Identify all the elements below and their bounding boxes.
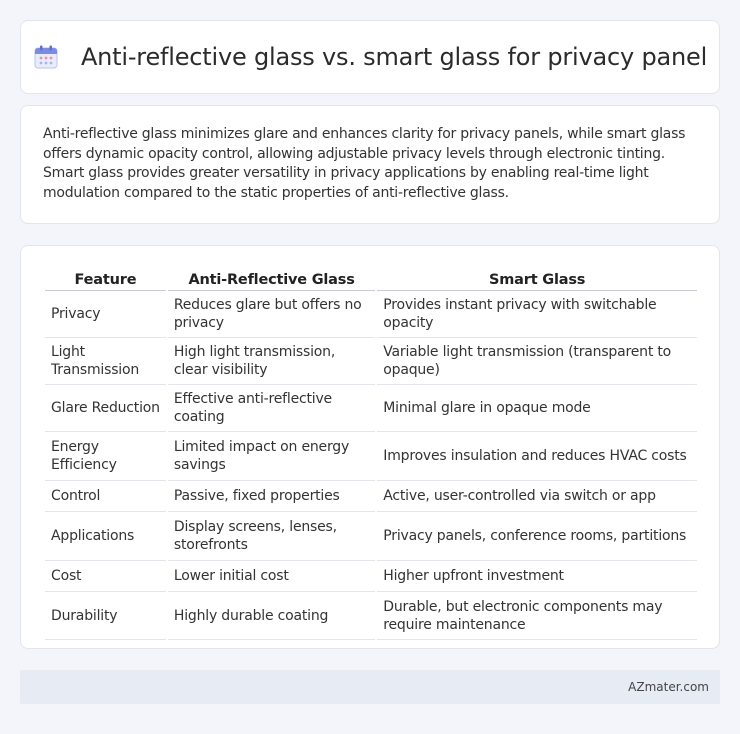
anti-reflective-cell: Effective anti-reflective coating [168, 385, 375, 432]
footer-bar [20, 670, 720, 704]
feature-cell: Energy Efficiency [45, 432, 166, 481]
smart-glass-cell: Higher upfront investment [377, 561, 697, 592]
feature-cell: Privacy [45, 291, 166, 338]
anti-reflective-cell: Limited impact on energy savings [168, 432, 375, 481]
smart-glass-cell: Variable light transmission (transparent to opaque) [377, 338, 697, 385]
anti-reflective-cell: High light transmission, clear visibility [168, 338, 375, 385]
anti-reflective-cell: Reduces glare but offers no privacy [168, 291, 375, 338]
table-row [45, 481, 697, 512]
title-card [20, 20, 720, 94]
summary-text: Anti-reflective glass minimizes glare and enhances clarity for privacy panels, while smart glass offers dynamic opacity control, allowing adjustable privacy levels through electronic tinting. Smart glass provides greater versatility in privacy applications by enabling real-time light modulation compared to the static properties of anti-reflective glass. [43, 126, 686, 201]
smart-glass-cell: Privacy panels, conference rooms, partitions [377, 512, 697, 561]
smart-glass-cell: Provides instant privacy with switchable opacity [377, 291, 697, 338]
feature-cell: Durability [45, 592, 166, 640]
feature-cell: Applications [45, 512, 166, 561]
smart-glass-cell: Active, user-controlled via switch or app [377, 481, 697, 512]
feature-cell: Cost [45, 561, 166, 592]
anti-reflective-cell: Passive, fixed properties [168, 481, 375, 512]
footer-brand: AZmater.com [628, 680, 709, 694]
smart-glass-cell: Minimal glare in opaque mode [377, 385, 697, 432]
comparison-table-card [20, 245, 720, 649]
feature-cell: Light Transmission [45, 338, 166, 385]
column-header-smart-glass: Smart Glass [377, 266, 697, 291]
anti-reflective-cell: Highly durable coating [168, 592, 375, 640]
table-row [45, 592, 697, 640]
table-row [45, 385, 697, 432]
comparison-table [43, 266, 699, 640]
anti-reflective-cell: Display screens, lenses, storefronts [168, 512, 375, 561]
page-title: Anti-reflective glass vs. smart glass for privacy panel [80, 43, 708, 71]
feature-cell: Control [45, 481, 166, 512]
table-header-row [45, 266, 697, 291]
table-row [45, 291, 697, 338]
table-row [45, 338, 697, 385]
table-row [45, 512, 697, 561]
smart-glass-cell: Durable, but electronic components may require maintenance [377, 592, 697, 640]
table-row [45, 561, 697, 592]
smart-glass-cell: Improves insulation and reduces HVAC costs [377, 432, 697, 481]
column-header-feature: Feature [45, 266, 166, 291]
column-header-anti-reflective: Anti-Reflective Glass [168, 266, 375, 291]
calendar-icon [33, 44, 59, 70]
anti-reflective-cell: Lower initial cost [168, 561, 375, 592]
feature-cell: Glare Reduction [45, 385, 166, 432]
table-row [45, 432, 697, 481]
summary-card [20, 105, 720, 224]
